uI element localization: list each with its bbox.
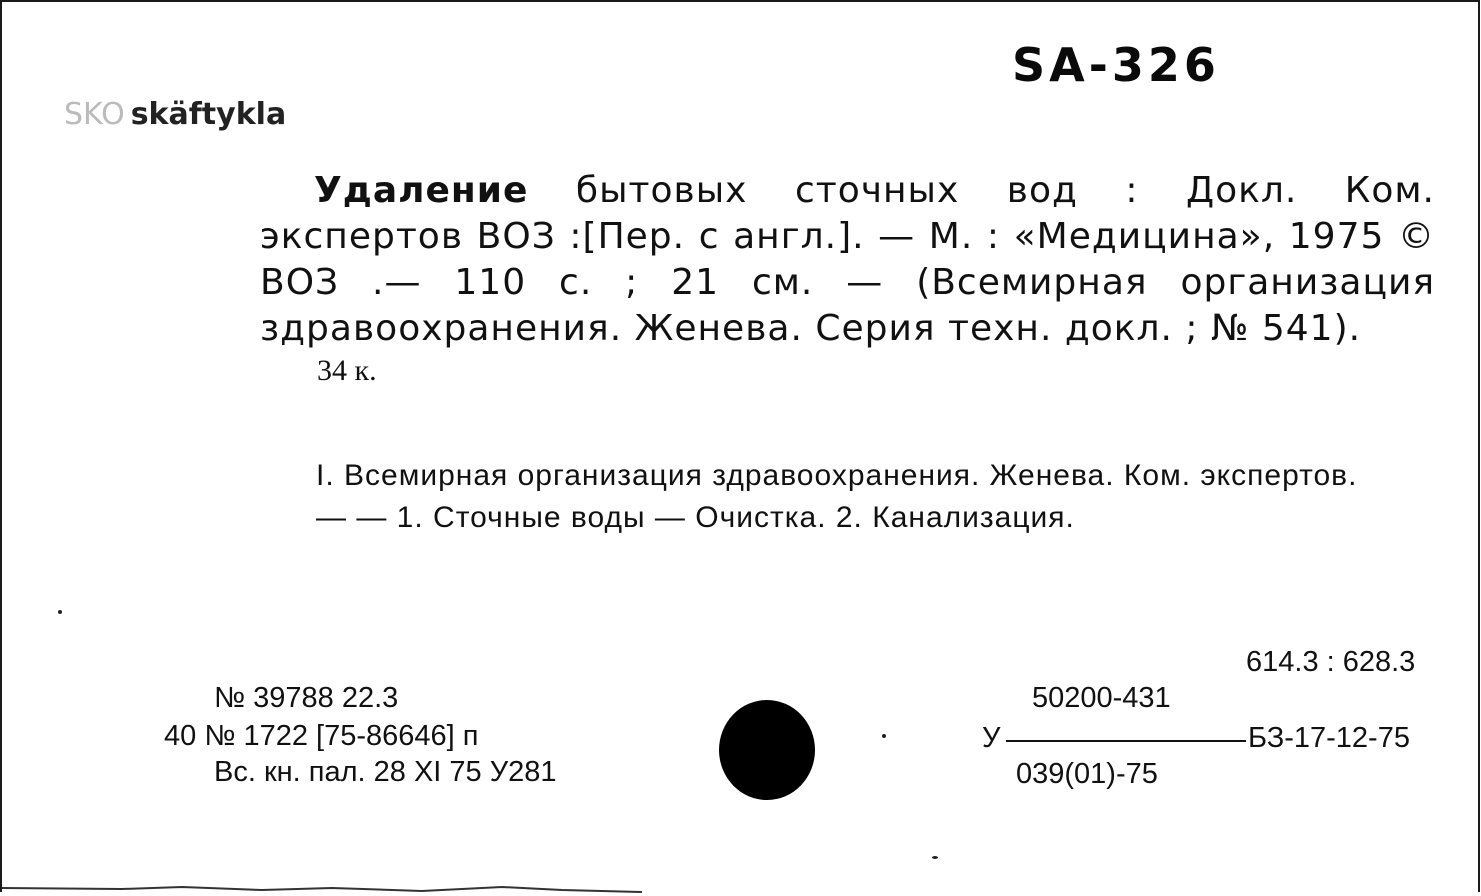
bbk-code-bottom: 039(01)-75 <box>1016 758 1158 790</box>
filing-hole <box>719 700 815 800</box>
ink-speck <box>58 610 62 614</box>
stamp-text: skäftykla <box>130 97 287 132</box>
title-description: бытовых сточных вод : Докл. Ком. экспертов ВОЗ :[Пер. с англ.]. — М. : «Медицина», 1975 © ВОЗ .— 110 с. ; 21 см. — (Всемирная организация здравоохранения. Женева. Серия техн. докл. ; № 541). <box>260 170 1435 349</box>
tracing-subjects: — — 1. Сточные воды — Очистка. 2. Канализация. <box>316 501 1075 534</box>
bibliographic-description <box>260 168 1435 352</box>
accession-line-1: № 39788 22.3 <box>214 682 399 714</box>
tracings <box>260 458 1435 536</box>
library-stamp <box>64 97 286 132</box>
accession-line-2: 40 № 1722 [75-86646] п <box>164 720 479 752</box>
torn-bottom-edge <box>2 882 702 896</box>
price: 34 к. <box>317 354 377 387</box>
ink-speck <box>932 856 938 859</box>
ink-speck <box>882 734 886 738</box>
title-paragraph <box>260 168 1435 352</box>
title-lead-word: Удаление <box>314 170 529 211</box>
bbk-code-top: 50200-431 <box>1032 682 1171 714</box>
udc-index: 614.3 : 628.3 <box>1246 646 1416 678</box>
accession-line-3: Вс. кн. пал. 28 XI 75 У281 <box>214 756 557 788</box>
bbk-code-prefix: У <box>982 722 1001 754</box>
tracing-added-entry: I. Всемирная организация здравоохранения. Женева. Ком. экспертов. <box>316 459 1358 492</box>
bbk-code-suffix: БЗ-17-12-75 <box>1248 722 1410 754</box>
shelfmark: SA-326 <box>1012 38 1220 92</box>
bbk-fraction-rule <box>1006 740 1246 742</box>
stamp-faint-prefix: SKO <box>64 97 125 132</box>
